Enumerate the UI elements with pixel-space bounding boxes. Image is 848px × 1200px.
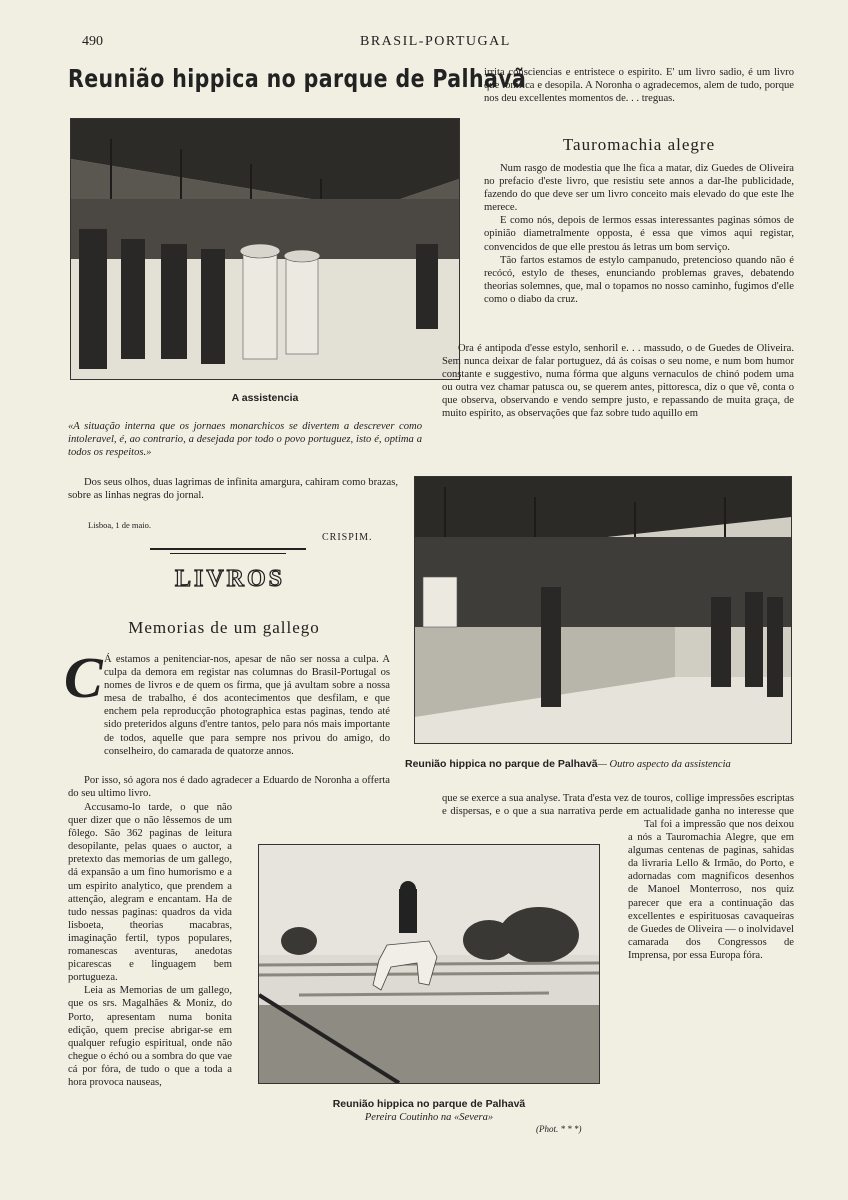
place-date: Lisboa, 1 de maio.	[88, 520, 152, 530]
section-rule-bottom	[170, 553, 286, 554]
livros-p3: Accusamo-lo tarde, o que não quer dizer que o não lêssemos de um fôlego. São 362 paginas de leitura desopilante, pelas quaes o auctor, a pretexto das memorias de um gallego, dá expansão a um fino humorismo e a um espirito analytico, que prendem a attenção, alegram e encantam. Ha de tudo nessas paginas: quadros da vida lisboeta, theorias macabras, imaginação fertil, typos populares, romanescas aventuras, anedotas picarescas e linguagem bem portugueza.	[68, 802, 232, 984]
closing-paragraph: Dos seus olhos, duas lagrimas de infinita amargura, cahiram como brazas, sobre as linhas negras do jornal.	[68, 477, 398, 502]
tauro-p2: Num rasgo de modestia que lhe fica a matar, diz Guedes de Oliveira no prefacio d'este livro, que resistiu sete annos a dar-lhe publicidade, fazendo do que deve ser um livro conceito mais elevado do que este lhe merece.	[484, 163, 794, 214]
livros-paragraph-2	[68, 774, 390, 800]
photo2-caption-italic: — Outro aspecto da assistencia	[597, 759, 731, 770]
photo-assistencia	[70, 118, 460, 380]
section-rule-top	[150, 548, 306, 550]
photo2-caption	[405, 754, 805, 772]
tauromachia-body	[484, 162, 794, 306]
tauromachia-body-wide	[442, 342, 794, 421]
livros-heading: LIVROS	[174, 566, 286, 592]
livros-p4: Leia as Memorias de um gallego, que os srs. Magalhães & Moniz, do Porto, apresentam numa bonita edição, quem precise abrigar-se em qualquer refugio espiritual, onde não chegue o échó ou a sombra do que vae cá por fóra, de tudo o que a toda a hora provoca nauseas,	[68, 985, 232, 1088]
article-title: Reunião hippica no parque de Palhavã	[68, 64, 527, 93]
tauromachia-title: Tauromachia alegre	[562, 135, 716, 154]
tauro-cont-p1: que se exerce a sua analyse. Trata d'esta vez de touros, collige impressões escriptas e dispersas, e o que a sua narrativa perde em actualidade ganha no interesse que	[442, 793, 794, 818]
page-number: 490	[82, 34, 103, 49]
article-quote: «A situação interna que os jornaes monarchicos se divertem a descrever como intoleravel, é, ao contrario, a desejada por todo o povo portuguez, isto é, optima a todos os respeitos.»	[68, 421, 422, 459]
right-column-top	[484, 66, 794, 105]
signature: CRISPIM.	[322, 532, 373, 543]
tauro-p3: E como nós, depois de lermos essas interessantes paginas sómos de opinião diametralmente opposta, é essa que vimos aqui registar, convencidos de que elle prestou ás letras um bom serviço.	[484, 215, 794, 253]
livros-p1: Á estamos a penitenciar-nos, apesar de não ser nossa a culpa. A culpa da demora em registar nas columnas do Brasil-Portugal os nomes de livros e de quem os firma, que já avultam sobre a nossa mesa de trabalho, é dos acontecimentos que desfilam, e que enchem pela reproducção photographica estas paginas, tendo até sido preteridos alguns d'entre tantos, pelo para nós mais importante de todos, aquelle que para sempre nos privou do amigo, do conselheiro, do camarada de quatorze annos.	[104, 654, 390, 757]
drop-cap: C	[64, 645, 103, 710]
tauro-cont-column	[628, 818, 794, 962]
photo-pereira-coutinho	[258, 844, 600, 1084]
right-p1: irrita consciencias e entristece o espirito. E' um livro sadio, é um livro que tonifica e desopila. A Noronha o agradecemos, alem de tudo, porque nos deu excellentes momentos de. . . treguas.	[484, 67, 794, 105]
livros-p2: Por isso, só agora nos é dado agradecer a Eduardo de Noronha a offerta do seu ultimo livro.	[68, 775, 390, 800]
running-title: BRASIL-PORTUGAL	[360, 34, 511, 49]
photo3-caption-bold: Reunião hippica no parque de Palhavã	[332, 1098, 526, 1110]
livros-subtitle: Memorias de um gallego	[128, 618, 320, 637]
livros-paragraph-3	[68, 801, 232, 1089]
tauro-cont-p2: Tal foi a impressão que nos deixou a nós a Tauromachia Alegre, que em algumas centenas de paginas, sahidas da livraria Lello & Irmão, do Porto, e adornadas com magnificos desenhos de Manoel Monterroso, nos quiz parecer que era a continuação das excellentes e espirituosas cavaqueiras de Guedes de Oliveira — o inolvidavel camarada dos Congressos de Imprensa, por essa Europa fóra.	[628, 819, 794, 961]
article-closing	[68, 476, 398, 502]
tauro-cont-wide	[442, 792, 794, 818]
photo-credit: (Phot. * * *)	[536, 1124, 582, 1134]
tauro-p4: Tão fartos estamos de estylo campanudo, pretencioso quando não é recócó, estylo de theses, enunciando problemas graves, debatendo theorias solemnes, que, mal o topamos no nosso caminho, fugimos d'elle como o diabo da cruz.	[484, 254, 794, 305]
photo3-caption-italic: Pereira Coutinho na «Severa»	[364, 1112, 494, 1123]
livros-paragraph-1	[68, 653, 390, 758]
tauro-p5: Ora é antipoda d'esse estylo, senhoril e. . . massudo, o de Guedes de Oliveira. Sem nunca deixar de falar portuguez, dá ás coisas o seu nome, e num bom humor constante e suggestivo, numa fórma que alguns vernaculos de chinó podem uma ou outra vez chamar patusca ou, se querem antes, pittoresca, diz o que vê, conta o que observa, observando e vendo sempre justo, e repassando de muita graça, de muito espirito, as observações que faz sobre tudo aquillo em	[442, 343, 794, 420]
photo1-caption: A assistencia	[231, 392, 299, 404]
photo-outro-aspecto	[414, 476, 792, 744]
photo2-caption-bold: Reunião hippica no parque de Palhavã	[405, 758, 598, 770]
